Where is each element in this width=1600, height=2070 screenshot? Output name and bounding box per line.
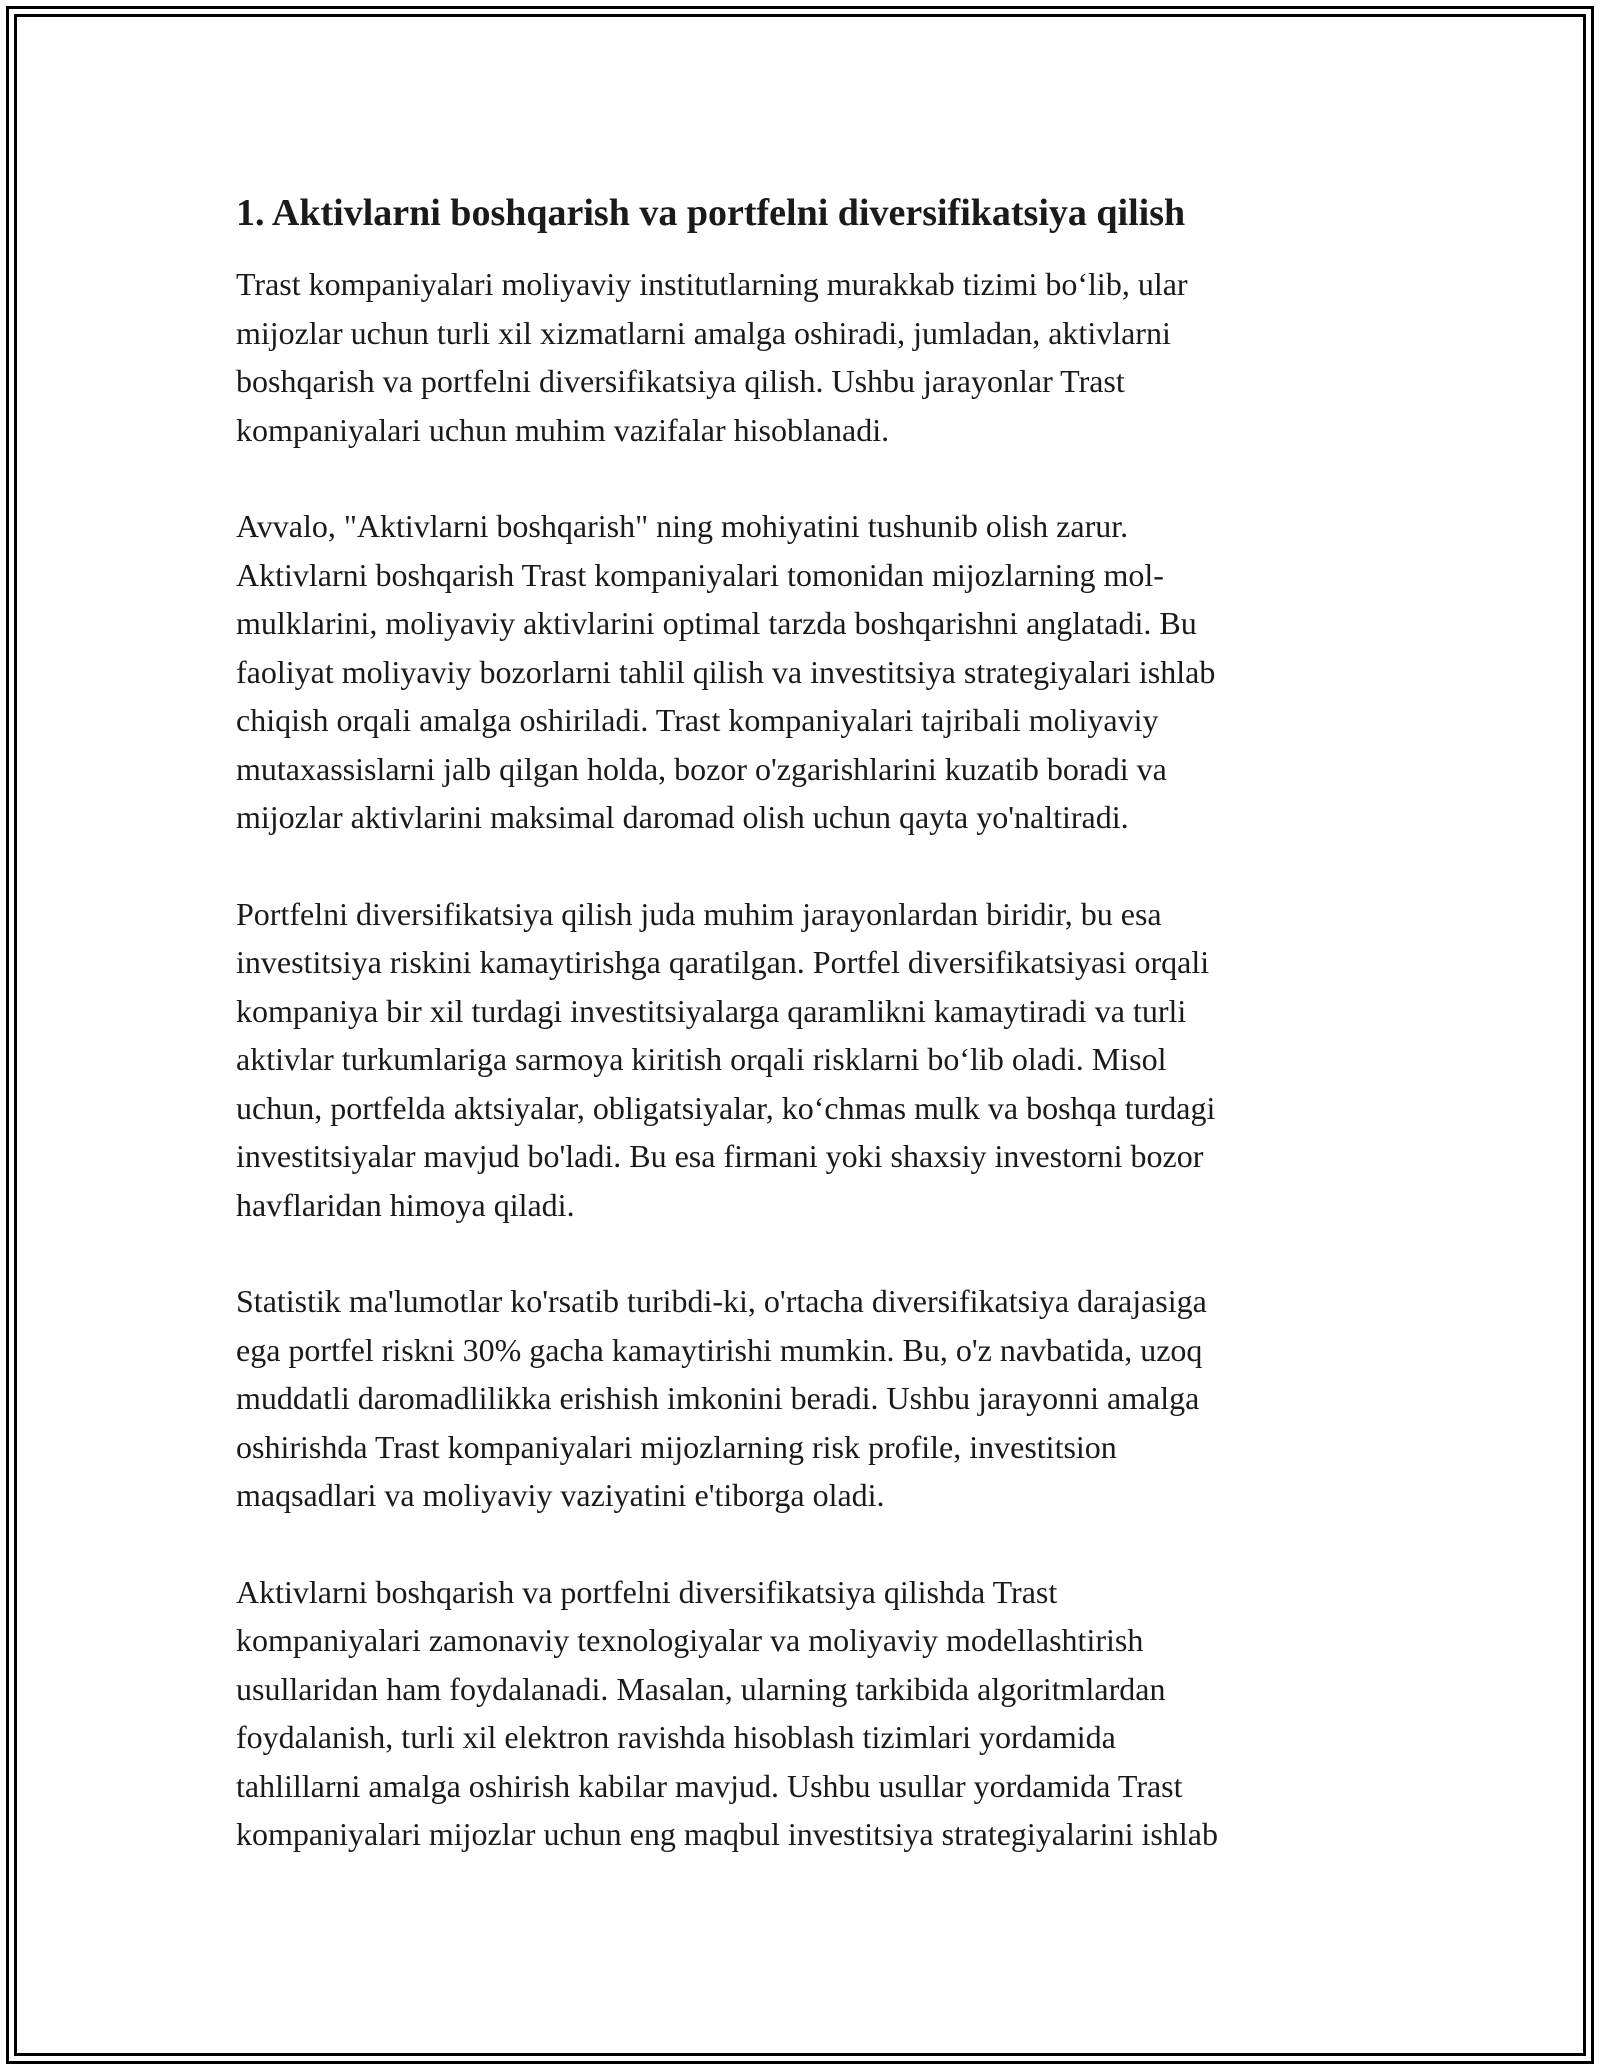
text-line: ega portfel riskni 30% gacha kamaytirishi mumkin. Bu, o'z navbatida, uzoq (236, 1331, 1203, 1368)
text-line: Avvalo, "Aktivlarni boshqarish" ning mohiyatini tushunib olish zarur. (236, 508, 1129, 544)
paragraph-1 (236, 260, 1366, 454)
text-line: faoliyat moliyaviy bozorlarni tahlil qilish va investitsiya strategiyalari ishlab (236, 653, 1216, 690)
text-line: Statistik ma'lumotlar ko'rsatib turibdi-ki, o'rtacha diversifikatsiya darajasiga (236, 1283, 1207, 1319)
text-line: Aktivlarni boshqarish va portfelni diversifikatsiya qilishda Trast (236, 1573, 1058, 1610)
text-line: aktivlar turkumlariga sarmoya kiritish orqali risklarni bo‘lib oladi. Misol (236, 1041, 1167, 1077)
text-line: muddatli daromadlilikka erishish imkonini beradi. Ushbu jarayonni amalga (236, 1380, 1200, 1416)
text-line: kompaniyalari uchun muhim vazifalar hisoblanadi. (236, 411, 890, 448)
text-line: boshqarish va portfelni diversifikatsiya qilish. Ushbu jarayonlar Trast (236, 363, 1125, 399)
text-line: Portfelni diversifikatsiya qilish juda muhim jarayonlardan biridir, bu esa (236, 895, 1162, 932)
text-line: kompaniyalari mijozlar uchun eng maqbul investitsiya strategiyalarini ishlab (236, 1816, 1218, 1852)
text-line: tahlillarni amalga oshirish kabilar mavjud. Ushbu usullar yordamida Trast (236, 1767, 1183, 1804)
text-line: mijozlar aktivlarini maksimal daromad olish uchun qayta yo'naltiradi. (236, 799, 1129, 835)
text-line: foydalanish, turli xil elektron ravishda hisoblash tizimlari yordamida (236, 1719, 1116, 1755)
text-line: investitsiya riskini kamaytirishga qaratilgan. Portfel diversifikatsiyasi orqali (236, 944, 1210, 980)
text-line: kompaniyalari zamonaviy texnologiyalar va moliyaviy modellashtirish (236, 1622, 1144, 1658)
text-line: mulklarini, moliyaviy aktivlarini optimal tarzda boshqarishni anglatadi. Bu (236, 605, 1197, 641)
text-line: usullaridan ham foydalanadi. Masalan, ularning tarkibida algoritmlardan (236, 1670, 1166, 1707)
text-line: chiqish orqali amalga oshiriladi. Trast kompaniyalari tajribali moliyaviy (236, 702, 1159, 738)
text-line: Trast kompaniyalari moliyaviy institutlarning murakkab tizimi bo‘lib, ular (236, 266, 1188, 302)
paragraph-3 (236, 890, 1366, 1230)
text-line: mutaxassislarni jalb qilgan holda, bozor o'zgarishlarini kuzatib boradi va (236, 750, 1167, 787)
text-line: uchun, portfelda aktsiyalar, obligatsiyalar, ko‘chmas mulk va boshqa turdagi (236, 1089, 1216, 1126)
text-line: mijozlar uchun turli xil xizmatlarni amalga oshiradi, jumladan, aktivlarni (236, 314, 1171, 351)
text-line: kompaniya bir xil turdagi investitsiyalarga qaramlikni kamaytiradi va turli (236, 992, 1187, 1029)
document-page (236, 188, 1366, 1907)
paragraph-2 (236, 502, 1366, 842)
paragraph-5 (236, 1568, 1366, 1859)
text-line: Aktivlarni boshqarish Trast kompaniyalari tomonidan mijozlarning mol- (236, 556, 1164, 593)
paragraph-4 (236, 1277, 1366, 1520)
text-line: investitsiyalar mavjud bo'ladi. Bu esa firmani yoki shaxsiy investorni bozor (236, 1138, 1204, 1174)
text-line: maqsadlari va moliyaviy vaziyatini e'tiborga oladi. (236, 1477, 885, 1513)
text-line: havflaridan himoya qiladi. (236, 1186, 575, 1223)
text-line: oshirishda Trast kompaniyalari mijozlarning risk profile, investitsion (236, 1428, 1117, 1465)
section-heading: 1. Aktivlarni boshqarish va portfelni diversifikatsiya qilish (236, 192, 1186, 234)
